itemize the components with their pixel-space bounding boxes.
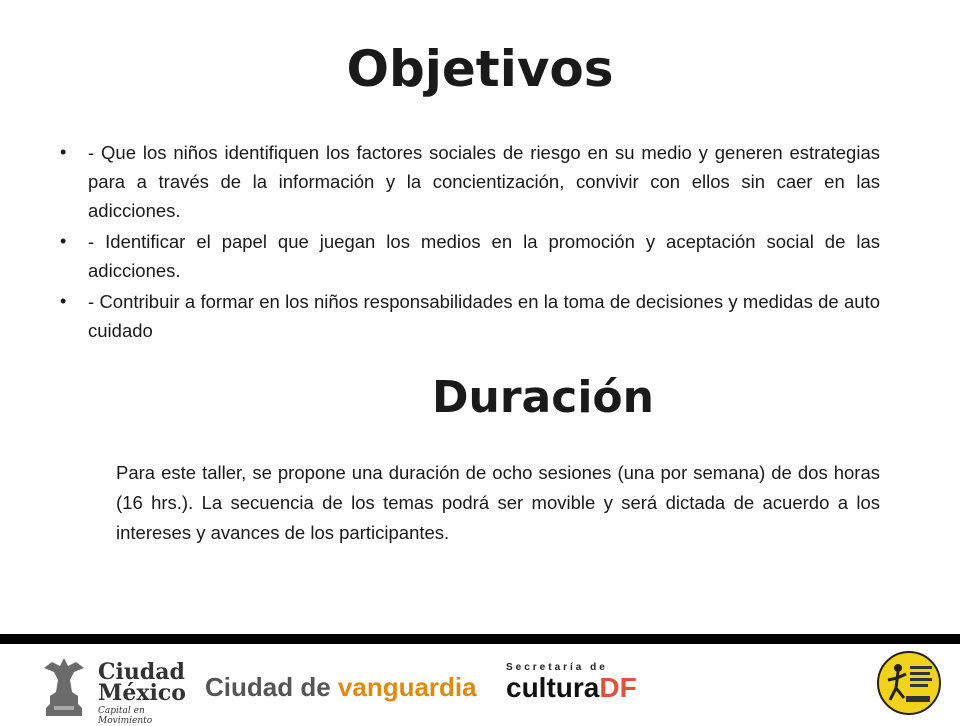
secretaria-cultura-logo <box>506 662 637 703</box>
df-word: DF <box>599 672 637 703</box>
cdmx-wordmark <box>98 659 186 726</box>
duration-title: Duración <box>432 372 654 423</box>
program-badge-icon <box>876 650 942 716</box>
list-item <box>58 227 880 285</box>
vanguardia-prefix: Ciudad de <box>205 672 338 702</box>
objective-text: - Contribuir a formar en los niños responsabilidades en la toma de decisiones y medidas de auto cuidado <box>88 291 880 341</box>
cdmx-line-1: Ciudad <box>98 659 185 685</box>
cdmx-line-2: México <box>98 680 186 706</box>
secretaria-label: Secretaría de <box>506 662 608 673</box>
cultura-word: cultura <box>506 672 600 703</box>
bullet-icon: • <box>60 291 67 311</box>
vanguardia-logo <box>205 672 477 703</box>
duration-text: Para este taller, se propone una duración de ocho sesiones (una por semana) de dos horas (16 hrs.). La secuencia de los temas podrá ser movible y será dictada de acuerdo a los intereses y avances de los participantes. <box>116 462 880 543</box>
bullet-icon: • <box>60 231 67 251</box>
cdmx-logo <box>34 652 186 726</box>
objective-text: - Identificar el papel que juegan los medios en la promoción y aceptación social de las adicciones. <box>88 231 880 281</box>
objective-text: - Que los niños identifiquen los factores sociales de riesgo en su medio y generen estrategias para a través de la información y la concientización, convivir con ellos sin caer en las adicciones. <box>88 142 880 221</box>
vanguardia-word: vanguardia <box>337 672 477 702</box>
angel-statue-icon <box>34 652 94 718</box>
list-item <box>58 138 880 225</box>
slide-title: Objetivos <box>346 40 614 98</box>
bullet-icon: • <box>60 142 67 162</box>
cdmx-tagline: Capital en Movimiento <box>98 706 153 726</box>
footer-logos <box>0 644 960 726</box>
objectives-list <box>58 138 880 347</box>
list-item <box>58 287 880 345</box>
footer-divider <box>0 634 960 644</box>
